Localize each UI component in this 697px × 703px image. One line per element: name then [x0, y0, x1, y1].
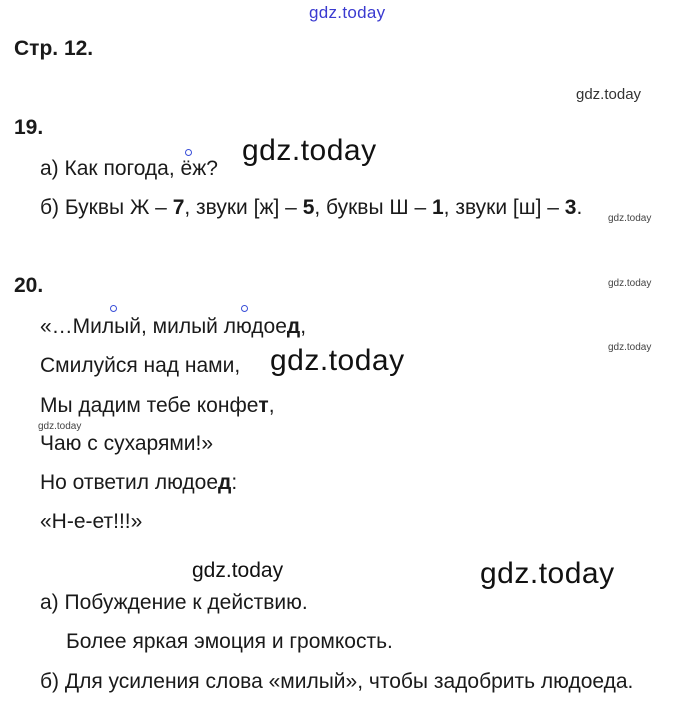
stress-mark-icon [185, 149, 192, 156]
q19-b-num-4: 3 [564, 196, 577, 219]
poem-line-5-punct: : [231, 471, 238, 494]
poem-line-3-bold: т [258, 394, 269, 417]
watermark-tiny: gdz.today [608, 342, 652, 353]
q19-answer-b [40, 195, 582, 221]
watermark-tiny: gdz.today [38, 421, 82, 432]
watermark-top: gdz.today [309, 3, 386, 22]
poem-line-2: Смилуйся над нами, [40, 354, 241, 377]
q19-a-word [181, 157, 218, 180]
watermark-small: gdz.today [576, 86, 642, 103]
stress-mark-icon [110, 305, 117, 312]
q19-answer-a [40, 156, 218, 182]
question-number-20: 20. [14, 274, 44, 297]
q19-b-text-5: . [576, 196, 583, 219]
question-number-19: 19. [14, 116, 44, 139]
poem-line-4: Чаю с сухарями!» [40, 432, 214, 455]
q19-b-num-3: 1 [431, 196, 444, 219]
watermark-tiny: gdz.today [608, 213, 652, 224]
poem-line-5-bold: д [218, 471, 232, 494]
watermark-tiny: gdz.today [608, 278, 652, 289]
q20-answer-a-continued: Более яркая эмоция и громкость. [66, 630, 393, 653]
watermark-large: gdz.today [480, 557, 615, 590]
poem-line-3 [40, 393, 275, 419]
q20-answer-b: б) Для усиления слова «милый», чтобы задобрить людоеда. [40, 670, 634, 693]
poem-line-5-text: Но ответил людое [40, 471, 219, 494]
stress-mark-icon [241, 305, 248, 312]
poem-line-3-punct: , [268, 394, 275, 417]
watermark-medium: gdz.today [192, 559, 284, 582]
poem-line-1-text: «…Милый, милый людое [40, 315, 287, 338]
q19-b-num-1: 7 [172, 196, 185, 219]
poem-line-5 [40, 470, 237, 496]
q19-b-text-4: , звуки [ш] – [443, 196, 565, 219]
page-title: Стр. 12. [14, 37, 94, 60]
poem-line-1-punct: , [300, 315, 307, 338]
q19-a-word-text: ёж? [180, 157, 218, 180]
watermark-large: gdz.today [242, 134, 377, 167]
watermark-large: gdz.today [270, 344, 405, 377]
q19-a-prefix: а) Как погода, [40, 157, 181, 180]
q19-b-num-2: 5 [302, 196, 315, 219]
poem-line-6: «Н-е-ет!!!» [40, 510, 143, 533]
q19-b-text-1: б) Буквы Ж – [40, 196, 173, 219]
q20-answer-a: а) Побуждение к действию. [40, 591, 308, 614]
poem-line-1 [40, 314, 306, 340]
q19-b-text-3: , буквы Ш – [314, 196, 432, 219]
poem-line-3-text: Мы дадим тебе конфе [40, 394, 259, 417]
q19-b-text-2: , звуки [ж] – [184, 196, 303, 219]
poem-line-1-bold: д [286, 315, 301, 338]
